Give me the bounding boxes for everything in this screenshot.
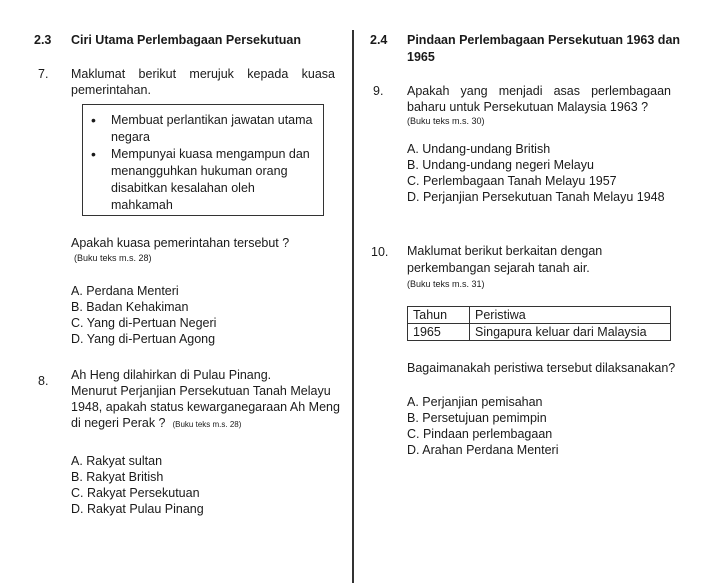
- section-title-right-line2: 1965: [407, 50, 435, 64]
- q7-info-box: [82, 104, 324, 216]
- q8-option-d[interactable]: D. Rakyat Pulau Pinang: [71, 502, 204, 516]
- q7-option-b[interactable]: B. Badan Kehakiman: [71, 300, 189, 314]
- q9-stem-line2: baharu untuk Persekutuan Malaysia 1963 ?: [407, 100, 649, 114]
- q8-stem-line2: Menurut Perjanjian Persekutuan Tanah Melayu: [71, 384, 331, 398]
- table-cell: 1965: [408, 324, 470, 341]
- q10-option-d[interactable]: D. Arahan Perdana Menteri: [407, 443, 559, 457]
- section-title-left: Ciri Utama Perlembagaan Persekutuan: [71, 33, 301, 47]
- q7-question: Apakah kuasa pemerintahan tersebut ?: [71, 236, 290, 250]
- q7-stem-line1: Maklumat berikut merujuk kepada kuasa: [71, 67, 335, 81]
- q9-option-d[interactable]: D. Perjanjian Persekutuan Tanah Melayu 1948: [407, 190, 665, 204]
- q8-stem-line1: Ah Heng dilahirkan di Pulau Pinang.: [71, 368, 272, 382]
- section-number-left: 2.3: [34, 33, 52, 47]
- table-row: [408, 324, 671, 341]
- q9-option-b[interactable]: B. Undang-undang negeri Melayu: [407, 158, 594, 172]
- column-divider: [352, 30, 354, 583]
- q7-option-a[interactable]: A. Perdana Menteri: [71, 284, 179, 298]
- table-header-cell: Tahun: [408, 307, 470, 324]
- q10-stem-line1: Maklumat berikut berkaitan dengan: [407, 244, 603, 258]
- q9-option-a[interactable]: A. Undang-undang British: [407, 142, 551, 156]
- q9-option-c[interactable]: C. Perlembagaan Tanah Melayu 1957: [407, 174, 617, 188]
- q10-option-c[interactable]: C. Pindaan perlembagaan: [407, 427, 553, 441]
- q10-option-b[interactable]: B. Persetujuan pemimpin: [407, 411, 547, 425]
- q8-stem-line4: di negeri Perak ?: [71, 416, 166, 430]
- q8-textbook-ref: (Buku teks m.s. 28): [172, 420, 242, 429]
- q8-number: 8.: [38, 374, 49, 388]
- table-header-cell: Peristiwa: [470, 307, 671, 324]
- q10-option-a[interactable]: A. Perjanjian pemisahan: [407, 395, 543, 409]
- q7-option-c[interactable]: C. Yang di-Pertuan Negeri: [71, 316, 217, 330]
- q10-stem-line2: perkembangan sejarah tanah air.: [407, 261, 590, 275]
- q8-option-a[interactable]: A. Rakyat sultan: [71, 454, 163, 468]
- section-title-right-line1: Pindaan Perlembagaan Persekutuan 1963 dan: [407, 33, 681, 47]
- q9-textbook-ref: (Buku teks m.s. 30): [407, 116, 485, 126]
- q7-bullet-item: • Mempunyai kuasa mengampun dan menangguhkan hukuman orang disabitkan kesalahan oleh mahkamah: [83, 146, 313, 214]
- q8-option-c[interactable]: C. Rakyat Persekutuan: [71, 486, 200, 500]
- q8-option-b[interactable]: B. Rakyat British: [71, 470, 164, 484]
- q9-stem-line1: Apakah yang menjadi asas perlembagaan: [407, 84, 671, 98]
- q7-textbook-ref: (Buku teks m.s. 28): [74, 253, 152, 263]
- q8-stem-line3: 1948, apakah status kewarganegaraan Ah Meng: [71, 400, 340, 414]
- q10-events-table: [407, 306, 671, 341]
- section-number-right: 2.4: [370, 33, 388, 47]
- q7-bullet-item: • Membuat perlantikan jawatan utama negara: [83, 112, 313, 146]
- q10-question: Bagaimanakah peristiwa tersebut dilaksanakan?: [407, 361, 676, 375]
- q10-textbook-ref: (Buku teks m.s. 31): [407, 279, 485, 289]
- q7-number: 7.: [38, 67, 49, 81]
- table-header-row: [408, 307, 671, 324]
- q7-option-d[interactable]: D. Yang di-Pertuan Agong: [71, 332, 216, 346]
- table-cell: Singapura keluar dari Malaysia: [470, 324, 671, 341]
- q7-stem-line2: pemerintahan.: [71, 83, 151, 97]
- q10-number: 10.: [371, 245, 389, 259]
- q9-number: 9.: [373, 84, 384, 98]
